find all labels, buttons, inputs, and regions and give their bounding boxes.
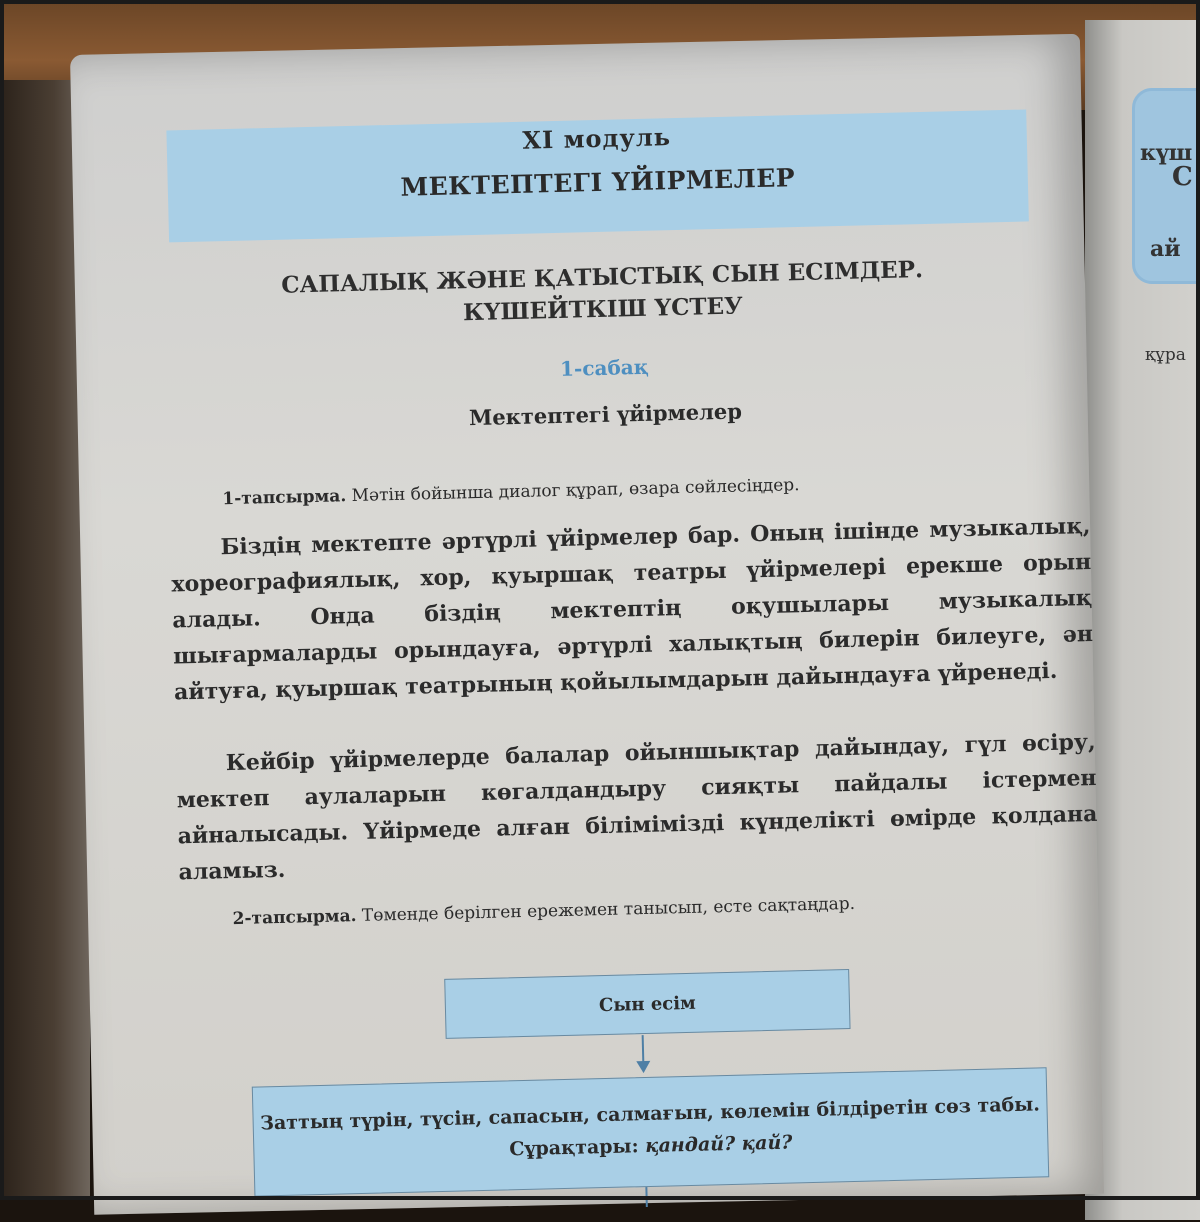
task-1-label: 1-тапсырма. xyxy=(222,486,347,510)
adjective-box: Сын есім xyxy=(444,969,850,1039)
task-2-text: Төменде берілген ережемен танысып, есте сақтаңдар. xyxy=(361,893,856,926)
connector-line xyxy=(645,1187,647,1207)
definition-box xyxy=(252,1067,1049,1196)
paragraph: Біздің мектепте әртүрлі үйірмелер бар. Оның ішінде музыкалық, хореографиялық, хор, қуыршақ театры үйірмелері ерекше орын алады. Онда біздің мектептің оқушылары музыкалық шығармаларды орындауға, әртүрлі халықтың билерін билеуге, ән айтуға, қуыршақ театрының қойылымдарын дайындауға үйренеді. xyxy=(171,513,1094,706)
paragraph: Кейбір үйірмелерде балалар ойыншықтар дайындау, гүл өсіру, мектеп аулаларын көгалдандыру сияқты пайдалы істермен айналысады. Үйірмеде алған білімімізді күнделікті өмірде қолдана аламыз. xyxy=(176,728,1098,886)
arrow-line xyxy=(642,1035,645,1063)
task-2 xyxy=(232,894,855,929)
right-page-fragment: құра xyxy=(1145,345,1186,365)
definition-questions: қандай? қай? xyxy=(644,1131,793,1158)
section-title-line: КҮШЕЙТКІШ ҮСТЕУ xyxy=(462,292,744,327)
lesson-title: Мектептегі үйірмелер xyxy=(468,398,743,431)
arrow-down-icon xyxy=(636,1061,650,1073)
right-page-fragment: С xyxy=(1172,162,1193,192)
section-title-line: САПАЛЫҚ ЖӘНЕ ҚАТЫСТЫҚ СЫН ЕСІМДЕР. xyxy=(280,256,924,299)
module-title: МЕКТЕПТЕГІ ҮЙІРМЕЛЕР xyxy=(400,163,796,202)
section-title xyxy=(172,251,1033,336)
lesson-number: 1-сабақ xyxy=(559,354,649,381)
definition-text: Заттың түрін, түсін, сапасын, салмағын, көлемін білдіретін сөз табы. Сұрақтары: xyxy=(260,1093,1041,1161)
task-2-label: 2-тапсырма. xyxy=(232,906,357,930)
right-page-fragment: ай xyxy=(1150,236,1181,262)
task-1 xyxy=(222,475,800,509)
right-page-fragment: күш xyxy=(1140,140,1193,166)
task-1-text: Мәтін бойынша диалог құрап, өзара сөйлесіңдер. xyxy=(351,475,800,507)
module-number: XI модуль xyxy=(522,122,672,155)
